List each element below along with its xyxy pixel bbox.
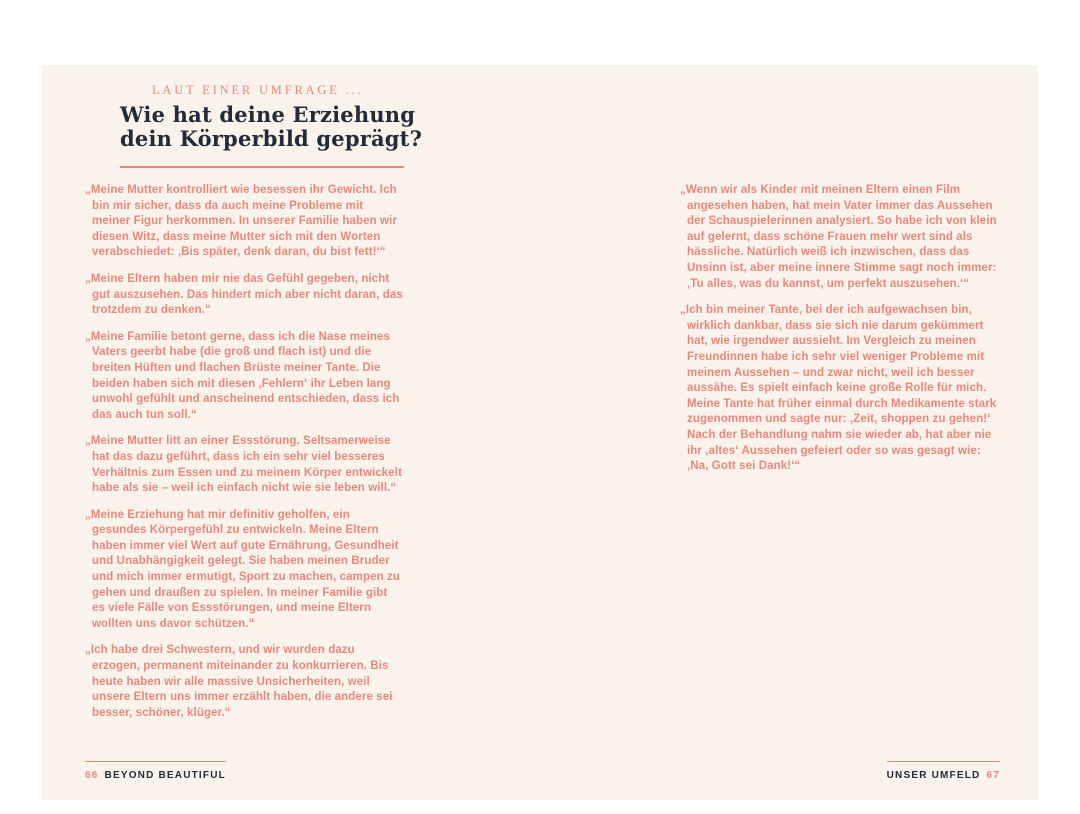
page-title-line1: Wie hat deine Erziehung [120,102,416,127]
page-number-left: 66 [85,770,99,781]
page-area [42,65,1038,800]
chapter-label: UNSER UMFELD [886,770,981,781]
page-title-line2: dein Körperbild geprägt? [120,126,423,151]
quote-paragraph: „Ich bin meiner Tante, bei der ich aufgewachsen bin, wirklich dankbar, dass sie sich nie darum gekümmert hat, wie irgendwer aussieht. Im Vergleich zu meinen Freundinnen habe ich sehr viel weniger Probleme mit meinem Aussehen – und zwar nicht, weil ich besser aussähe. Es spielt einfach keine große Rolle für mich. Meine Tante hat früher einmal durch Medikamente stark zugenommen und sagte nur: ‚Zeit, shoppen zu gehen!‘ Nach der Behandlung nahm sie wieder ab, hat aber nie ihr ‚altes‘ Aussehen gefeiert oder so was gesagt wie: ‚Na, Gott sei Dank!‘“ [680,304,997,473]
quote-paragraph: „Meine Erziehung hat mir definitiv geholfen, ein gesundes Körpergefühl zu entwickeln. Meine Eltern haben immer viel Wert auf gute Ernährung, Gesundheit und Unabhängigkeit gelegt. Sie haben meinen Bruder und mich immer ermutigt, Sport zu machen, campen zu gehen und draußen zu spielen. In meiner Familie gibt es viele Fälle von Essstörungen, und meine Eltern wollten uns davor schützen.“ [85,508,400,630]
quote-column-left [85,183,403,732]
quote-paragraph: „Meine Eltern haben mir nie das Gefühl gegeben, nicht gut auszusehen. Das hindert mich aber nicht daran, das trotzdem zu denken.“ [85,272,403,317]
footer-left [85,761,226,781]
quote-paragraph: „Meine Mutter litt an einer Essstörung. Seltsamerweise hat das dazu geführt, dass ich ein sehr viel besseres Verhältnis zum Essen und zu meinem Körper entwickelt habe als sie – weil ich einfach nicht wie sie leben will.“ [85,435,403,495]
footer-right [887,761,1000,781]
page-number-right: 67 [986,770,1000,781]
title-underline-divider [120,166,404,168]
quote-paragraph: „Wenn wir als Kinder mit meinen Eltern einen Film angesehen haben, hat mein Vater immer das Aussehen der Schauspielerinnen analysiert. So habe ich von klein auf gelernt, dass schöne Frauen mehr wert sind als hässliche. Natürlich weiß ich inzwischen, dass das Unsinn ist, aber meine innere Stimme sagt noch immer: ‚Tu alles, was du kannst, um perfekt auszusehen.‘“ [680,184,997,290]
quote-paragraph: „Meine Mutter kontrolliert wie besessen ihr Gewicht. Ich bin mir sicher, dass da auch meine Probleme mit meiner Figur herkommen. In unserer Familie haben wir diesen Witz, dass meine Mutter sich mit den Worten verabschiedet: ‚Bis später, denk daran, du bist fett!‘“ [85,184,397,259]
survey-kicker: LAUT EINER UMFRAGE ... [152,83,364,97]
quote-paragraph: „Ich habe drei Schwestern, und wir wurden dazu erzogen, permanent miteinander zu konkurrieren. Bis heute haben wir alle massive Unsicherheiten, weil unsere Eltern uns immer erzählt haben, die andere sei besser, schöner, klüger.“ [85,644,393,719]
book-title-label: BEYOND BEAUTIFUL [104,770,226,781]
page-title [120,103,422,151]
quote-paragraph: „Meine Familie betont gerne, dass ich die Nase meines Vaters geerbt habe (die groß und flach ist) und die breiten Hüften und flachen Brüste meiner Tante. Die beiden haben sich mit diesen ‚Fehlern‘ ihr Leben lang unwohl gefühlt und anscheinend entschieden, dass ich das auch tun soll.“ [85,330,400,421]
quote-column-right [680,183,1002,486]
